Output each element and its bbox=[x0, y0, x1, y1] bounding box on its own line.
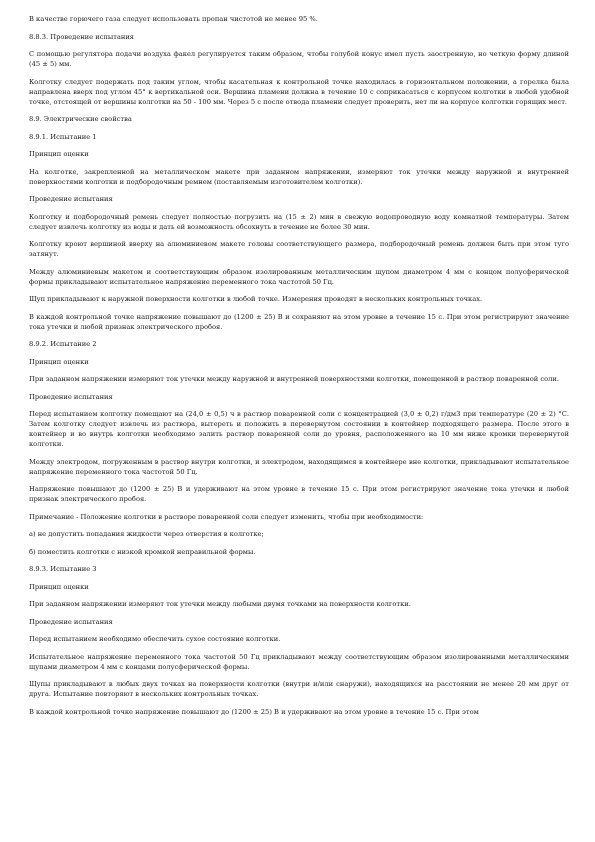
paragraph-voltage-1: В каждой контрольной точке напряжение повышают до (1200 ± 25) В и сохраняют на этом уровне в течение 15 с. При этом регистрируют значение тока утечки и любой признак электрического пробоя. bbox=[29, 312, 569, 331]
document-page bbox=[29, 14, 569, 724]
heading-8-9-3: 8.9.3. Испытание 3 bbox=[29, 565, 97, 573]
subheading-procedure-1: Проведение испытания bbox=[29, 195, 113, 203]
paragraph-gas: В качестве горючего газа следует использовать пропан чистотой не менее 95 %. bbox=[29, 15, 318, 23]
paragraph-electrodes: Между электродом, погруженным в раствор внутри колготки, и электродом, находящимся в контейнере вне колготки, прикладывают испытательное напряжение переменного тока частотой 50 Гц. bbox=[29, 457, 569, 476]
subheading-principle-2: Принцип оценки bbox=[29, 357, 89, 366]
subheading-procedure-3: Проведение испытания bbox=[29, 617, 113, 626]
paragraph-mounting: Колготку кроют вершиной вверху на алюминиевом макете головы соответствующего размера, подбородочный ремень должен быть при этом туго затянут. bbox=[29, 240, 569, 258]
paragraph-principle-1: На колготке, закрепленной на металлическом макете при заданном напряжении, измеряют ток утечки между наружной и внутренней поверхностями колготки и подбородочным ремнем (поставляемым изготовителем колготки). bbox=[29, 167, 569, 186]
heading-8-9-1: 8.9.1. Испытание 1 bbox=[29, 132, 97, 141]
list-item-b: б) поместить колготки с низкой кромкой неправильной формы. bbox=[29, 547, 256, 556]
paragraph-test-voltage-3: Испытательное напряжение переменного тока частотой 50 Гц прикладывают между соответствующим образом изолированными металлическими щупами диаметром 4 мм с концами полусферической формы. bbox=[29, 652, 569, 671]
heading-8-9: 8.9. Электрические свойства bbox=[29, 115, 132, 123]
subheading-procedure-2: Проведение испытания bbox=[29, 392, 113, 401]
paragraph-salt-solution: Перед испытанием колготку помещают на (24,0 ± 0,5) ч в раствор поваренной соли с концентрацией (3,0 ± 0,2) г/дм3 при температуре (20 ± 2) °С. Затем колготку следует извлечь из раствора, вытереть и положить в перевернутом состоянии в контейнер подходящего размера. После этого в контейнер и во внутрь колготки необходимо залить раствор поваренной соли до уровня, расположенного на 10 мм ниже кромки перевернутой колготки. bbox=[29, 410, 569, 448]
subheading-principle-1: Принцип оценки bbox=[29, 150, 89, 158]
paragraph-voltage-2: Напряжение повышают до (1200 ± 25) В и удерживают на этом уровне в течение 15 с. При этом регистрируют значение тока утечки и любой признак электрического пробоя. bbox=[29, 485, 569, 503]
paragraph-flame-application: Колготку следует подержать под таким углом, чтобы касательная к контрольной точке находилась в горизонтальном положении, а горелка была направлена вверх под углом 45° к вертикальной оси. Вершина пламени должна в течение 10 с соприкасаться с корпусом колготки в любой удобной точке, отстоящей от вершины колготки на 50 - 100 мм. Через 5 с после отвода пламени следует проверить, нет ли на корпусе колготки горящих мест. bbox=[29, 77, 569, 106]
paragraph-immersion: Колготку и подбородочный ремень следует полностью погрузить на (15 ± 2) мин в свежую водопроводную воду комнатной температуры. Затем следует извлечь колготку из воды и дать ей возможность обсохнуть в течение не более 30 мин. bbox=[29, 212, 569, 231]
paragraph-principle-2: При заданном напряжении измеряют ток утечки между наружной и внутренней поверхностями колготки, помещенной в раствор поваренной соли. bbox=[29, 375, 559, 383]
paragraph-note: Примечание - Положение колготки в растворе поваренной соли следует изменить, чтобы при необходимости: bbox=[29, 512, 424, 521]
paragraph-voltage-3: В каждой контрольной точке напряжение повышают до (1200 ± 25) В и удерживают на этом уровне в течение 15 с. При этом bbox=[29, 707, 479, 716]
paragraph-probe-points: Щуп прикладывают к наружной поверхности колготки в любой точке. Измерения проводят в нескольких контрольных точках. bbox=[29, 295, 483, 303]
list-item-a: а) не допустить попадания жидкости через отверстия в колготке; bbox=[29, 530, 264, 538]
paragraph-flame-regulation: С помощью регулятора подачи воздуха факел регулируется таким образом, чтобы голубой конус имел пусть заостренную, но четкую форму длиной (45 ± 5) мм. bbox=[29, 50, 569, 68]
paragraph-probes-points-3: Щупы прикладывают в любых двух точках на поверхности колготки (внутри и/или снаружи), находящихся на расстоянии не менее 20 мм друг от друга. Испытание повторяют в нескольких контрольных точках. bbox=[29, 680, 569, 698]
subheading-principle-3: Принцип оценки bbox=[29, 582, 89, 591]
paragraph-principle-3: При заданном напряжении измеряют ток утечки между любыми двумя точками на поверхности колготки. bbox=[29, 600, 411, 608]
heading-8-8-3: 8.8.3. Проведение испытания bbox=[29, 32, 135, 41]
paragraph-dry-state: Перед испытанием необходимо обеспечить сухое состояние колготки. bbox=[29, 635, 281, 643]
paragraph-probe-voltage: Между алюминиевым макетом и соответствующим образом изолированным металлическим щупом диаметром 4 мм с концом полусферической формы прикладывают испытательное напряжение переменного тока частотой 50 Гц. bbox=[29, 267, 569, 286]
heading-8-9-2: 8.9.2. Испытание 2 bbox=[29, 340, 97, 348]
